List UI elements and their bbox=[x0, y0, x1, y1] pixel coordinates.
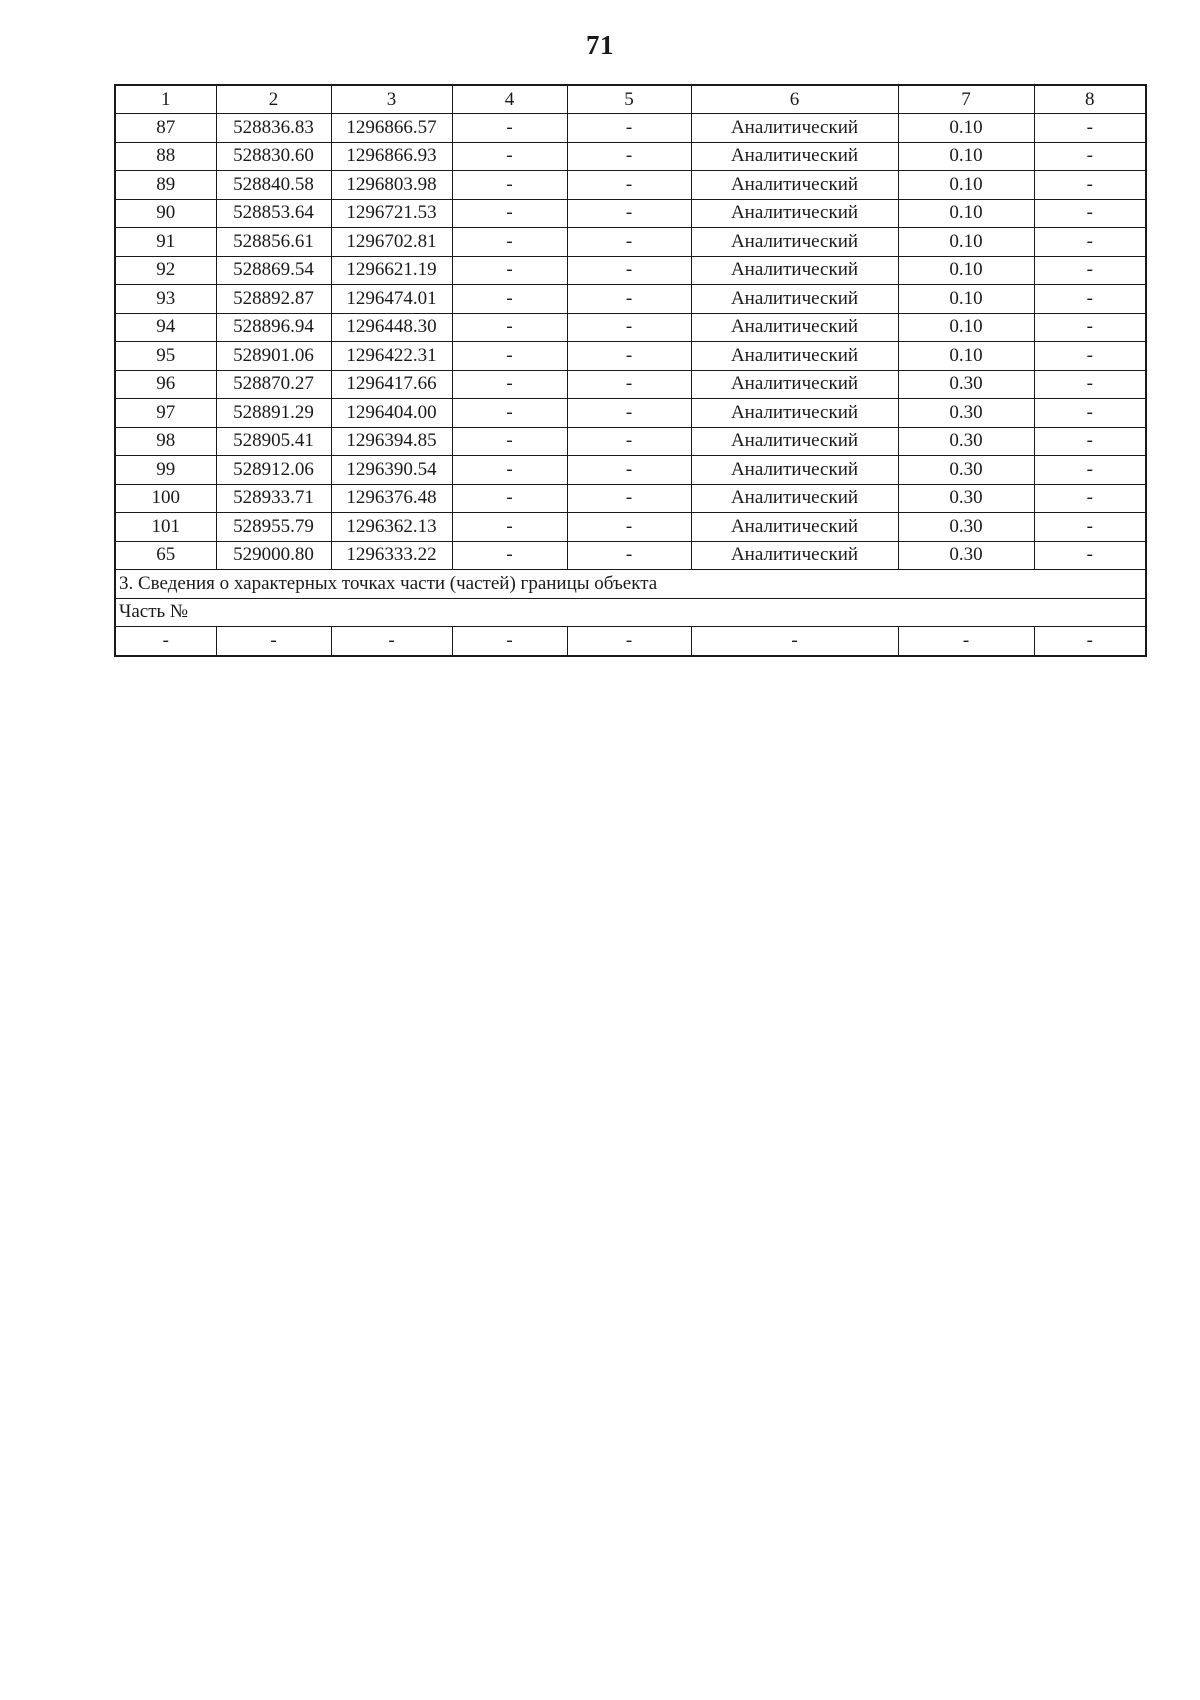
table-cell: - bbox=[452, 456, 567, 485]
table-cell: 0.10 bbox=[898, 142, 1034, 171]
table-cell: Аналитический bbox=[691, 484, 898, 513]
table-row bbox=[115, 484, 1146, 513]
table-cell: 1296866.57 bbox=[331, 114, 452, 143]
table-cell: 88 bbox=[115, 142, 216, 171]
table-cell: 90 bbox=[115, 199, 216, 228]
table-cell: 528869.54 bbox=[216, 256, 331, 285]
column-header: 7 bbox=[898, 85, 1034, 114]
table-cell: Аналитический bbox=[691, 456, 898, 485]
column-header: 4 bbox=[452, 85, 567, 114]
table-cell: Аналитический bbox=[691, 228, 898, 257]
table-cell: - bbox=[567, 342, 691, 371]
table-row bbox=[115, 456, 1146, 485]
table-cell: 1296362.13 bbox=[331, 513, 452, 542]
table-cell: - bbox=[567, 114, 691, 143]
table-cell: - bbox=[1034, 256, 1146, 285]
table-cell: - bbox=[452, 114, 567, 143]
table-cell: 1296394.85 bbox=[331, 427, 452, 456]
table-cell: 529000.80 bbox=[216, 541, 331, 570]
table-row bbox=[115, 313, 1146, 342]
table-cell: - bbox=[1034, 484, 1146, 513]
table-cell: Аналитический bbox=[691, 399, 898, 428]
table-cell: 92 bbox=[115, 256, 216, 285]
table-cell: - bbox=[216, 627, 331, 656]
table-cell: - bbox=[452, 513, 567, 542]
table-cell: 528933.71 bbox=[216, 484, 331, 513]
table-cell: 0.10 bbox=[898, 256, 1034, 285]
table-cell: - bbox=[452, 256, 567, 285]
section-heading: 3. Сведения о характерных точках части (частей) границы объекта bbox=[115, 570, 1146, 599]
table-cell: 528830.60 bbox=[216, 142, 331, 171]
table-cell: - bbox=[452, 342, 567, 371]
table-cell: - bbox=[567, 541, 691, 570]
table-cell: - bbox=[452, 285, 567, 314]
table-cell: - bbox=[567, 427, 691, 456]
table-cell: 0.30 bbox=[898, 456, 1034, 485]
table-cell: 91 bbox=[115, 228, 216, 257]
boundary-points-table bbox=[114, 84, 1147, 657]
page-number: 71 bbox=[586, 30, 614, 60]
table-cell: 0.10 bbox=[898, 313, 1034, 342]
table-cell: 100 bbox=[115, 484, 216, 513]
table-cell: Аналитический bbox=[691, 313, 898, 342]
table-cell: - bbox=[567, 199, 691, 228]
table-cell: - bbox=[1034, 513, 1146, 542]
table-cell: Аналитический bbox=[691, 285, 898, 314]
table-cell: - bbox=[452, 484, 567, 513]
table-cell: - bbox=[452, 541, 567, 570]
table-cell: - bbox=[1034, 399, 1146, 428]
table-cell: 1296422.31 bbox=[331, 342, 452, 371]
table-cell: - bbox=[1034, 456, 1146, 485]
table-cell: 528912.06 bbox=[216, 456, 331, 485]
table-cell: - bbox=[567, 456, 691, 485]
table-cell: - bbox=[567, 256, 691, 285]
table-cell: - bbox=[1034, 285, 1146, 314]
table-cell: 528856.61 bbox=[216, 228, 331, 257]
table-cell: Аналитический bbox=[691, 171, 898, 200]
table-row bbox=[115, 399, 1146, 428]
table-cell: - bbox=[1034, 142, 1146, 171]
table-row bbox=[115, 541, 1146, 570]
table-cell: - bbox=[567, 627, 691, 656]
table-row bbox=[115, 285, 1146, 314]
column-header: 3 bbox=[331, 85, 452, 114]
table-cell: - bbox=[1034, 171, 1146, 200]
table-cell: Аналитический bbox=[691, 114, 898, 143]
table-cell: 0.10 bbox=[898, 199, 1034, 228]
table-body bbox=[115, 85, 1146, 570]
table-cell: Аналитический bbox=[691, 513, 898, 542]
table-cell: - bbox=[1034, 199, 1146, 228]
table-cell: 96 bbox=[115, 370, 216, 399]
table-cell: - bbox=[452, 399, 567, 428]
table-cell: - bbox=[452, 142, 567, 171]
table-cell: 0.30 bbox=[898, 370, 1034, 399]
table-cell: 0.30 bbox=[898, 484, 1034, 513]
table-cell: - bbox=[1034, 114, 1146, 143]
table-cell: 89 bbox=[115, 171, 216, 200]
table-cell: 528891.29 bbox=[216, 399, 331, 428]
table-cell: 1296333.22 bbox=[331, 541, 452, 570]
table-cell: Аналитический bbox=[691, 142, 898, 171]
table-cell: 528901.06 bbox=[216, 342, 331, 371]
table-cell: 101 bbox=[115, 513, 216, 542]
column-header: 1 bbox=[115, 85, 216, 114]
table-cell: - bbox=[452, 627, 567, 656]
table-cell: - bbox=[1034, 427, 1146, 456]
table-cell: 1296803.98 bbox=[331, 171, 452, 200]
table-cell: 528853.64 bbox=[216, 199, 331, 228]
table-cell: Аналитический bbox=[691, 342, 898, 371]
table-cell: 1296702.81 bbox=[331, 228, 452, 257]
table-cell: 95 bbox=[115, 342, 216, 371]
table-cell: 99 bbox=[115, 456, 216, 485]
table-cell: - bbox=[567, 228, 691, 257]
table-cell: - bbox=[691, 627, 898, 656]
table-cell: Аналитический bbox=[691, 370, 898, 399]
table-cell: 528840.58 bbox=[216, 171, 331, 200]
table-cell: 93 bbox=[115, 285, 216, 314]
table-cell: - bbox=[1034, 342, 1146, 371]
table-cell: 528836.83 bbox=[216, 114, 331, 143]
table-row bbox=[115, 370, 1146, 399]
table-cell: 0.10 bbox=[898, 342, 1034, 371]
table-cell: - bbox=[567, 484, 691, 513]
table-cell: Аналитический bbox=[691, 541, 898, 570]
table-cell: - bbox=[898, 627, 1034, 656]
table-cell: - bbox=[567, 313, 691, 342]
table-cell: - bbox=[567, 513, 691, 542]
table-cell: - bbox=[567, 399, 691, 428]
table-cell: - bbox=[567, 285, 691, 314]
table-cell: 0.30 bbox=[898, 399, 1034, 428]
table-cell: 1296417.66 bbox=[331, 370, 452, 399]
table-cell: 0.10 bbox=[898, 228, 1034, 257]
table-header-row bbox=[115, 85, 1146, 114]
table-cell: - bbox=[452, 171, 567, 200]
table-cell: - bbox=[452, 427, 567, 456]
empty-part-row bbox=[115, 627, 1146, 656]
table-cell: 528892.87 bbox=[216, 285, 331, 314]
table-cell: 0.30 bbox=[898, 541, 1034, 570]
table-row bbox=[115, 427, 1146, 456]
table-row bbox=[115, 228, 1146, 257]
table-row bbox=[115, 171, 1146, 200]
table-row bbox=[115, 513, 1146, 542]
table-cell: Аналитический bbox=[691, 199, 898, 228]
table-cell: 1296721.53 bbox=[331, 199, 452, 228]
table-cell: 97 bbox=[115, 399, 216, 428]
table-cell: 98 bbox=[115, 427, 216, 456]
table-cell: 65 bbox=[115, 541, 216, 570]
table-cell: 1296376.48 bbox=[331, 484, 452, 513]
table-cell: Аналитический bbox=[691, 427, 898, 456]
section-heading-row bbox=[115, 570, 1146, 599]
table-cell: 0.10 bbox=[898, 114, 1034, 143]
table-cell: - bbox=[1034, 370, 1146, 399]
column-header: 2 bbox=[216, 85, 331, 114]
table-cell: 1296866.93 bbox=[331, 142, 452, 171]
table-cell: 1296448.30 bbox=[331, 313, 452, 342]
table-row bbox=[115, 114, 1146, 143]
table-cell: 1296474.01 bbox=[331, 285, 452, 314]
table-row bbox=[115, 142, 1146, 171]
table-cell: - bbox=[452, 228, 567, 257]
table-cell: 0.30 bbox=[898, 427, 1034, 456]
table-cell: 1296404.00 bbox=[331, 399, 452, 428]
part-label: Часть № bbox=[115, 598, 1146, 627]
table-cell: - bbox=[567, 171, 691, 200]
table-cell: Аналитический bbox=[691, 256, 898, 285]
table-cell: - bbox=[1034, 228, 1146, 257]
table-cell: 1296621.19 bbox=[331, 256, 452, 285]
table-cell: 0.10 bbox=[898, 171, 1034, 200]
table-cell: - bbox=[331, 627, 452, 656]
table-cell: - bbox=[452, 313, 567, 342]
table-cell: 1296390.54 bbox=[331, 456, 452, 485]
table-cell: - bbox=[567, 142, 691, 171]
table-cell: 0.10 bbox=[898, 285, 1034, 314]
table-cell: - bbox=[452, 370, 567, 399]
table-row bbox=[115, 342, 1146, 371]
column-header: 6 bbox=[691, 85, 898, 114]
table-row bbox=[115, 256, 1146, 285]
table-cell: 0.30 bbox=[898, 513, 1034, 542]
table-cell: 528870.27 bbox=[216, 370, 331, 399]
table-cell: - bbox=[1034, 627, 1146, 656]
table-cell: 528905.41 bbox=[216, 427, 331, 456]
column-header: 5 bbox=[567, 85, 691, 114]
table-cell: - bbox=[1034, 313, 1146, 342]
table-cell: 87 bbox=[115, 114, 216, 143]
part-label-row bbox=[115, 598, 1146, 627]
table-cell: - bbox=[452, 199, 567, 228]
table-footer bbox=[115, 570, 1146, 656]
table-cell: - bbox=[115, 627, 216, 656]
table-cell: - bbox=[567, 370, 691, 399]
table-cell: - bbox=[1034, 541, 1146, 570]
table-row bbox=[115, 199, 1146, 228]
table-cell: 94 bbox=[115, 313, 216, 342]
table-cell: 528955.79 bbox=[216, 513, 331, 542]
column-header: 8 bbox=[1034, 85, 1146, 114]
table-cell: 528896.94 bbox=[216, 313, 331, 342]
